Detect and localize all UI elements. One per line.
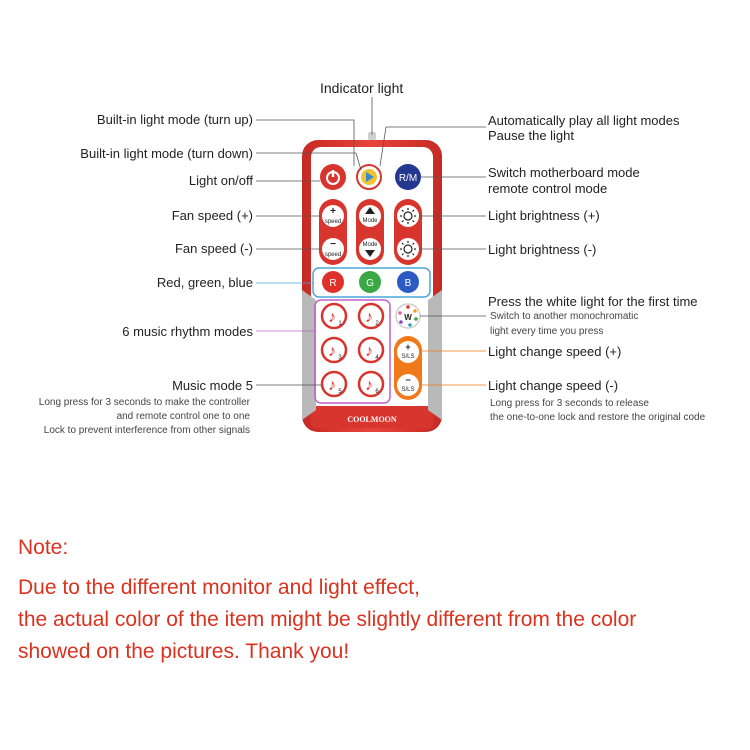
white-light-desc-2: light every time you press: [490, 326, 604, 337]
svg-text:−: −: [330, 239, 336, 250]
white-light-button-label: W: [404, 313, 412, 322]
change-speed-desc-1: Long press for 3 seconds to release: [490, 398, 649, 409]
music-mode5-desc-1: Long press for 3 seconds to make the controller: [38, 397, 250, 408]
music-number-5: 5: [338, 389, 342, 395]
brightness-plus-label: Light brightness (+): [488, 208, 600, 223]
music-mode5-label: Music mode 5: [172, 378, 253, 393]
mode-down-text: Mode: [362, 242, 378, 248]
music-modes-label: 6 music rhythm modes: [122, 324, 253, 339]
green-button-label: G: [366, 278, 374, 289]
pause-light-label: Pause the light: [488, 128, 575, 143]
remote-mode-label: remote control mode: [488, 181, 608, 196]
fan-speed-minus-text: speed: [324, 252, 342, 258]
music-number-4: 4: [375, 355, 379, 361]
music-button-3[interactable]: [322, 338, 346, 362]
power-button[interactable]: [320, 164, 346, 190]
music-number-1: 1: [338, 321, 342, 327]
blue-button[interactable]: [397, 271, 419, 293]
svg-text:−: −: [405, 375, 411, 385]
music-note-icon: ♪: [328, 343, 336, 360]
blue-button-label: B: [404, 278, 412, 289]
builtin-up-label: Built-in light mode (turn up): [96, 112, 253, 127]
switch-mb-label: Switch motherboard mode: [488, 165, 640, 180]
change-speed-pill: [394, 336, 422, 400]
svg-text:+: +: [330, 206, 336, 217]
auto-play-label: Automatically play all light modes: [488, 113, 680, 128]
music-button-4[interactable]: [359, 338, 383, 362]
light-onoff-label: Light on/off: [188, 173, 253, 188]
brightness-minus-label: Light brightness (-): [488, 242, 597, 257]
music-number-2: 2: [375, 321, 379, 327]
white-light-desc-1: Switch to another monochromatic: [490, 311, 639, 322]
music-button-2[interactable]: [359, 304, 383, 328]
builtin-down-label: Built-in light mode (turn down): [80, 146, 253, 161]
brightness-pill: [394, 199, 422, 265]
red-button[interactable]: [322, 271, 344, 293]
svg-text:+: +: [405, 342, 411, 352]
fan-speed-pill: [319, 199, 347, 265]
change-speed-plus-label: Light change speed (+): [488, 344, 622, 359]
music-mode5-desc-2: and remote control one to one: [116, 411, 250, 422]
note-title: Note:: [18, 536, 69, 559]
music-note-icon: ♪: [365, 377, 373, 394]
change-speed-minus-label: Light change speed (-): [488, 378, 619, 393]
change-speed-minus-text: S/LS: [401, 387, 415, 393]
white-light-label: Press the white light for the first time: [488, 294, 698, 309]
music-number-3: 3: [338, 355, 342, 361]
note-line-3: showed on the pictures. Thank you!: [18, 640, 350, 663]
green-button[interactable]: [359, 271, 381, 293]
red-button-label: R: [329, 278, 337, 289]
rm-button[interactable]: [395, 164, 421, 190]
change-speed-desc-2: the one-to-one lock and restore the original code: [490, 412, 706, 423]
mode-up-text: Mode: [362, 218, 378, 224]
brand-text: COOLMOON: [347, 415, 397, 424]
note-body: [18, 572, 636, 668]
rm-button-label: R/M: [398, 173, 418, 184]
music-button-1[interactable]: [322, 304, 346, 328]
music-button-5[interactable]: [322, 372, 346, 396]
mode-pill: [356, 199, 384, 265]
fan-speed-plus-label: Fan speed (+): [171, 208, 253, 223]
rgb-label: Red, green, blue: [156, 275, 253, 290]
fan-speed-minus-label: Fan speed (-): [174, 241, 253, 256]
note-line-1: Due to the different monitor and light effect,: [18, 576, 420, 599]
music-note-icon: ♪: [328, 377, 336, 394]
note-line-2: the actual color of the item might be slightly different from the color: [18, 608, 637, 631]
change-speed-plus-text: S/LS: [401, 354, 415, 360]
indicator-light-label: Indicator light: [320, 80, 404, 96]
music-note-icon: ♪: [365, 309, 373, 326]
music-mode5-desc-3: Lock to prevent interference from other signals: [43, 425, 250, 436]
music-note-icon: ♪: [365, 343, 373, 360]
music-number-6: 6: [375, 389, 379, 395]
music-button-6[interactable]: [359, 372, 383, 396]
music-note-icon: ♪: [328, 309, 336, 326]
white-light-button[interactable]: [396, 304, 420, 328]
fan-speed-plus-text: speed: [324, 219, 342, 225]
